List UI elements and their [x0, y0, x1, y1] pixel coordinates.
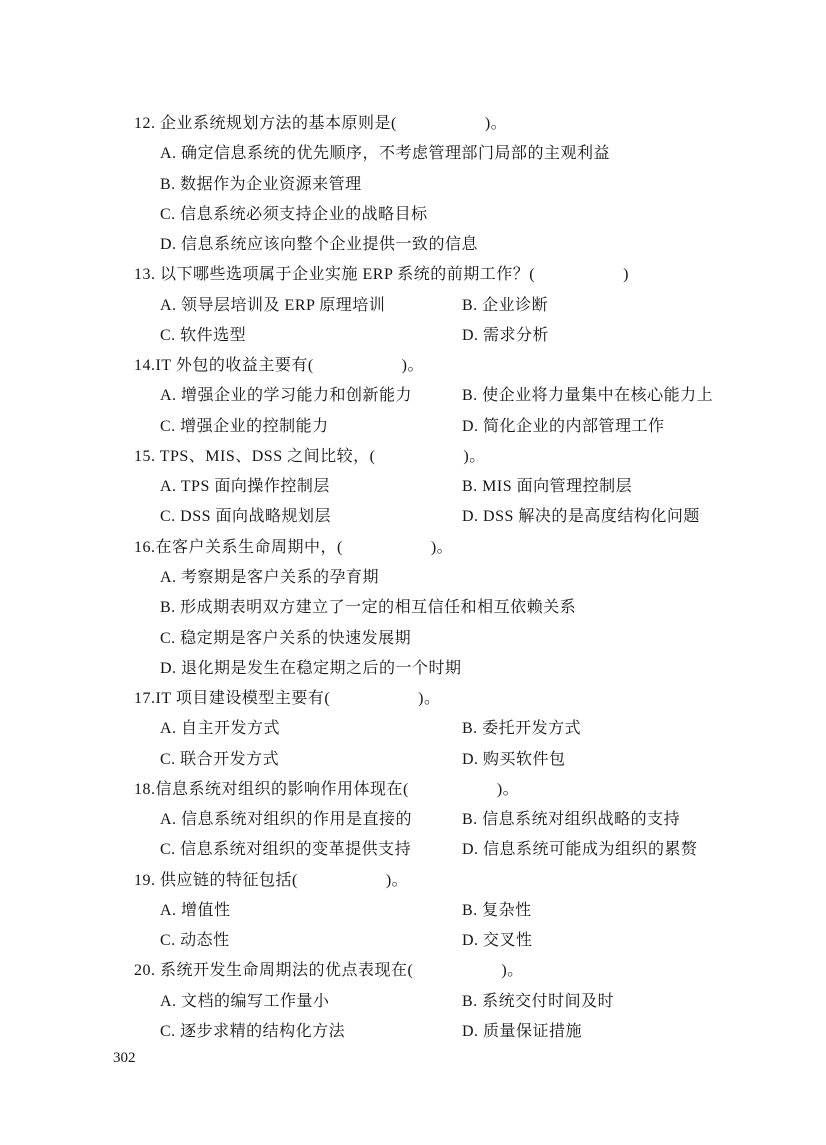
question-stem-text: 18.信息系统对组织的影响作用体现在(	[134, 780, 409, 798]
question-17-option-c: C. 联合开发方式	[160, 750, 280, 768]
question-18-option-b: B. 信息系统对组织战略的支持	[462, 811, 681, 829]
question-stem-close: )。	[418, 690, 441, 708]
question-15-stem	[0, 442, 826, 472]
question-18-options-row-2	[0, 835, 826, 865]
question-20-option-b: B. 系统交付时间及时	[462, 992, 615, 1010]
option-text: B. 数据作为企业资源来管理	[160, 175, 362, 193]
question-13-option-c: C. 软件选型	[160, 326, 247, 344]
question-15-option-b: B. MIS 面向管理控制层	[462, 478, 633, 496]
option-text: C. 稳定期是客户关系的快速发展期	[160, 629, 412, 647]
question-20-option-c: C. 逐步求精的结构化方法	[160, 1022, 346, 1040]
question-stem-close: )。	[484, 115, 508, 132]
question-15-option-a: A. TPS 面向操作控制层	[160, 478, 330, 496]
question-18-option-d: D. 信息系统可能成为组织的累赘	[462, 841, 698, 859]
question-stem-text: 15. TPS、MIS、DSS 之间比较，(	[134, 447, 376, 465]
question-12-option-c	[0, 200, 826, 230]
question-20-option-d: D. 质量保证措施	[462, 1022, 583, 1040]
question-17-options-row-2	[0, 745, 826, 775]
question-14-options-row-1	[0, 381, 826, 411]
question-13-option-d: D. 需求分析	[462, 326, 550, 344]
question-stem-text: 20. 系统开发生命周期法的优点表现在(	[134, 962, 414, 980]
question-stem-text: 14.IT 外包的收益主要有(	[134, 357, 314, 375]
question-19-stem	[0, 866, 826, 896]
question-17-options-row-1	[0, 714, 826, 744]
question-12-option-d	[0, 230, 826, 260]
question-18-options-row-1	[0, 805, 826, 835]
option-text: B. 形成期表明双方建立了一定的相互信任和相互依赖关系	[160, 599, 577, 617]
question-19-option-c: C. 动态性	[160, 932, 230, 950]
question-stem-close: )	[623, 266, 629, 284]
question-19-option-d: D. 交叉性	[462, 932, 533, 950]
question-14-option-b: B. 使企业将力量集中在核心能力上	[462, 387, 714, 405]
question-12-option-b	[0, 170, 826, 200]
question-12-option-a	[0, 139, 826, 169]
question-stem-close: )。	[401, 357, 424, 375]
question-stem-text: 16.在客户关系生命周期中，(	[134, 538, 343, 556]
option-text: D. 信息系统应该向整个企业提供一致的信息	[160, 236, 479, 254]
question-stem-text: 13. 以下哪些选项属于企业实施 ERP 系统的前期工作？(	[134, 266, 536, 284]
option-text: A. 确定信息系统的优先顺序，不考虑管理部门局部的主观利益	[160, 145, 611, 163]
question-13-stem	[0, 260, 826, 290]
question-14-stem	[0, 351, 826, 381]
question-stem-close: )。	[463, 447, 486, 465]
option-text: A. 考察期是客户关系的孕育期	[160, 568, 380, 586]
question-16-stem	[0, 533, 826, 563]
question-16-option-b	[0, 593, 826, 623]
page-number: 302	[113, 1050, 136, 1066]
question-20-options-row-1	[0, 987, 826, 1017]
question-15-option-d: D. DSS 解决的是高度结构化问题	[462, 508, 700, 526]
question-list	[0, 109, 826, 1047]
question-stem-close: )。	[496, 780, 520, 798]
question-12-stem	[0, 109, 826, 139]
option-text: C. 信息系统必须支持企业的战略目标	[160, 205, 428, 223]
question-16-option-d	[0, 654, 826, 684]
question-13-options-row-2	[0, 321, 826, 351]
question-stem-close: )。	[385, 871, 409, 889]
option-text: D. 退化期是发生在稳定期之后的一个时期	[160, 659, 462, 677]
question-18-option-c: C. 信息系统对组织的变革提供支持	[160, 841, 412, 859]
question-13-options-row-1	[0, 291, 826, 321]
question-14-option-c: C. 增强企业的控制能力	[160, 417, 329, 435]
question-stem-text: 19. 供应链的特征包括(	[134, 871, 298, 889]
question-15-options-row-2	[0, 502, 826, 532]
question-19-options-row-1	[0, 896, 826, 926]
question-18-option-a: A. 信息系统对组织的作用是直接的	[160, 811, 413, 829]
question-13-option-b: B. 企业诊断	[462, 296, 549, 314]
question-stem-text: 12. 企业系统规划方法的基本原则是(	[134, 115, 397, 132]
question-20-stem	[0, 956, 826, 986]
question-17-option-b: B. 委托开发方式	[462, 720, 582, 738]
question-17-option-d: D. 购买软件包	[462, 750, 566, 768]
question-19-options-row-2	[0, 926, 826, 956]
question-16-option-c	[0, 624, 826, 654]
question-stem-close: )。	[501, 962, 524, 980]
question-14-option-a: A. 增强企业的学习能力和创新能力	[160, 387, 413, 405]
question-stem-close: )。	[430, 538, 454, 556]
question-18-stem	[0, 775, 826, 805]
question-19-option-b: B. 复杂性	[462, 901, 532, 919]
question-20-option-a: A. 文档的编写工作量小	[160, 992, 330, 1010]
question-15-option-c: C. DSS 面向战略规划层	[160, 508, 332, 526]
question-stem-text: 17.IT 项目建设模型主要有(	[134, 690, 331, 708]
question-16-option-a	[0, 563, 826, 593]
question-17-stem	[0, 684, 826, 714]
question-20-options-row-2	[0, 1017, 826, 1047]
question-14-options-row-2	[0, 412, 826, 442]
question-19-option-a: A. 增值性	[160, 901, 231, 919]
question-15-options-row-1	[0, 472, 826, 502]
question-13-option-a: A. 领导层培训及 ERP 原理培训	[160, 296, 386, 314]
question-17-option-a: A. 自主开发方式	[160, 720, 281, 738]
question-14-option-d: D. 简化企业的内部管理工作	[462, 417, 665, 435]
